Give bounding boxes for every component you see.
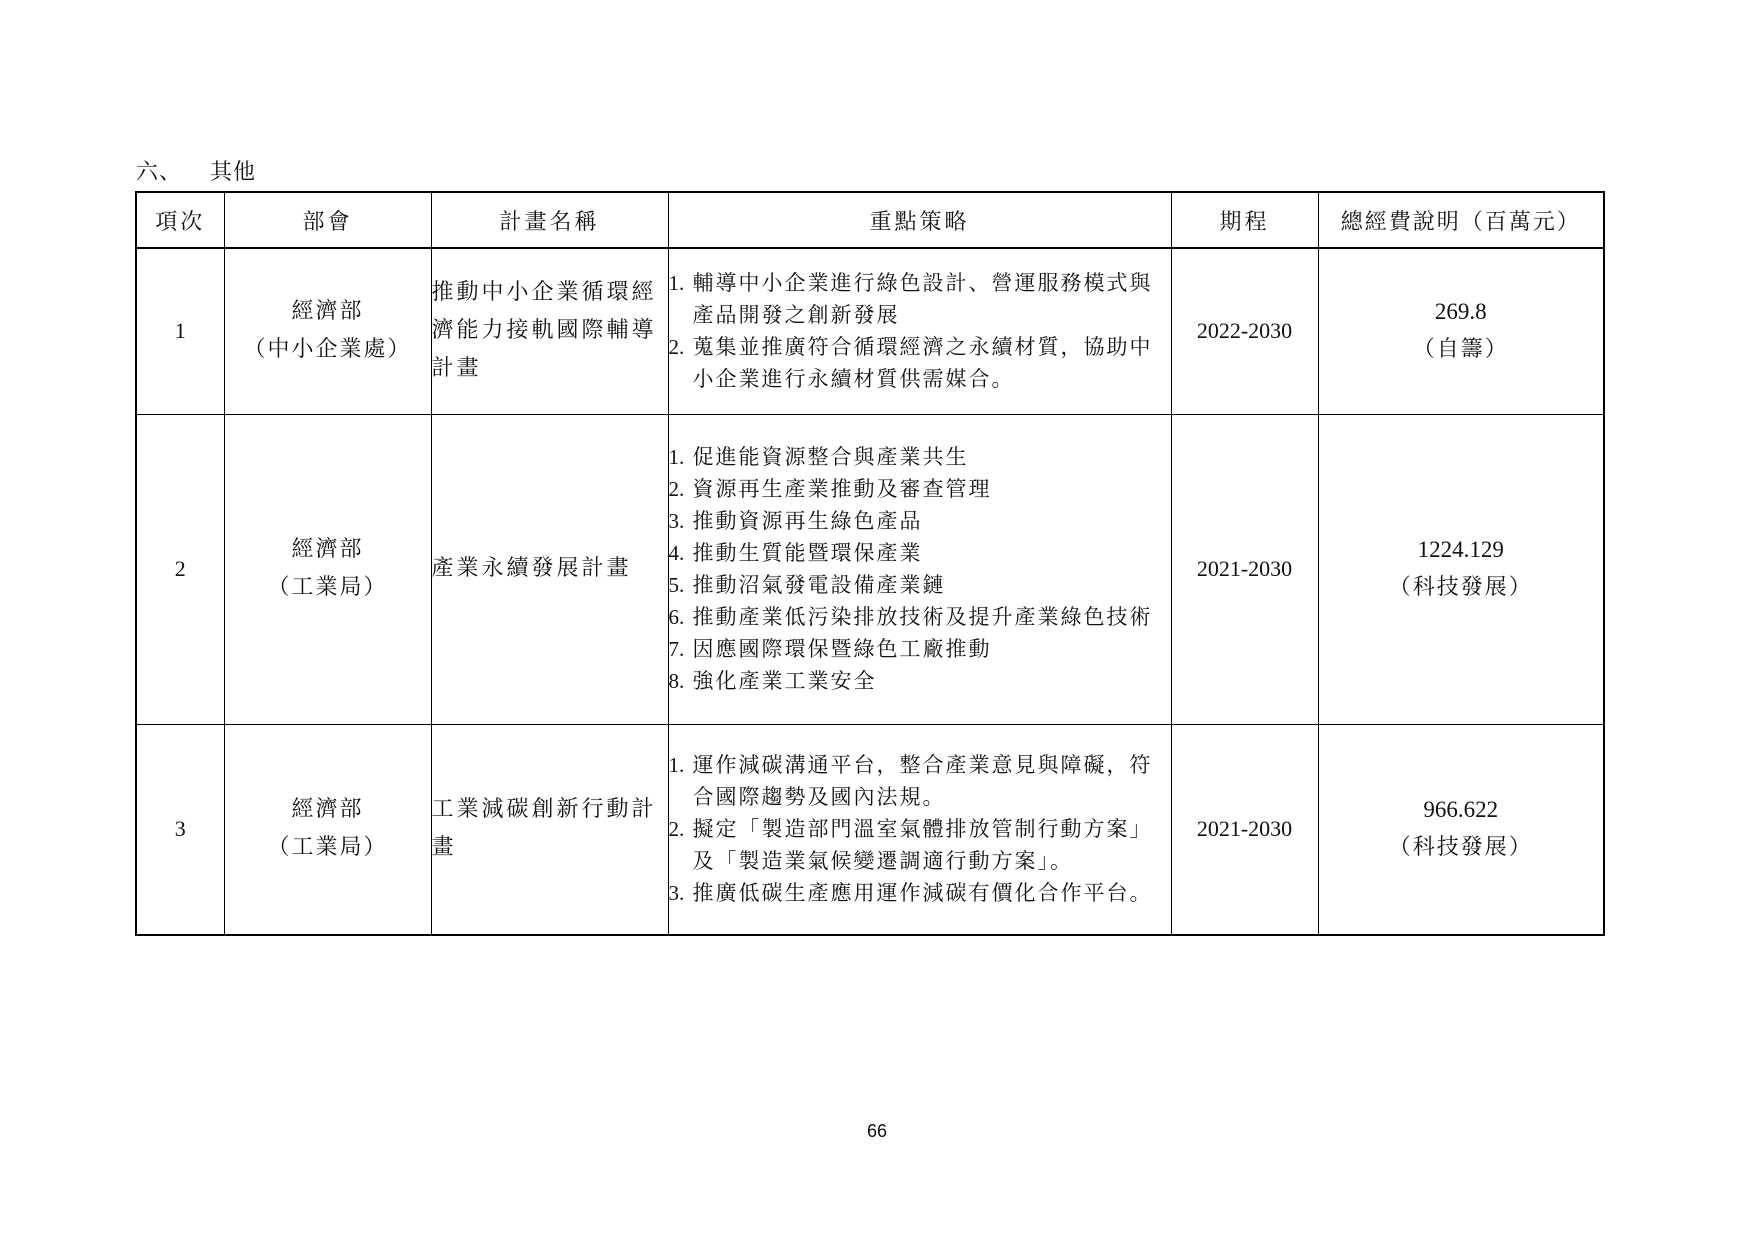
row-plan-name: 工業減碳創新行動計畫 [431, 724, 668, 935]
table-header-row [136, 192, 1604, 248]
row-budget [1318, 724, 1604, 935]
strategy-number: 2. [668, 477, 685, 501]
agency-name: （工業局） [267, 835, 388, 861]
strategy-text: 推動資源再生綠色產品 [692, 509, 923, 533]
strategy-item [669, 749, 1171, 813]
strategy-list [669, 749, 1171, 909]
section-number: 六、 [136, 160, 183, 185]
strategy-text: 推動生質能暨環保產業 [692, 541, 923, 565]
header-budget: 總經費說明（百萬元） [1318, 192, 1604, 248]
strategy-item [669, 441, 1171, 473]
strategy-number: 3. [668, 881, 685, 906]
row-period: 2021-2030 [1171, 414, 1318, 724]
agency-name: （工業局） [267, 575, 388, 600]
department-name: 經濟部 [291, 299, 364, 325]
budget-source: （科技發展） [1388, 835, 1533, 861]
header-index: 項次 [136, 192, 224, 248]
strategy-item [669, 877, 1171, 909]
strategy-text: 輔導中小企業進行綠色設計、營運服務模式與產品開發之創新發展 [692, 271, 1153, 328]
strategy-number: 7. [668, 637, 685, 661]
row-plan-name: 推動中小企業循環經濟能力接軌國際輔導計畫 [431, 248, 668, 414]
strategy-number: 5. [668, 573, 685, 597]
budget-source: （自籌） [1412, 337, 1509, 363]
strategy-item [669, 331, 1171, 395]
row-department [224, 724, 431, 935]
strategy-item [669, 473, 1171, 505]
strategy-number: 2. [668, 817, 685, 842]
strategy-list [669, 267, 1171, 395]
header-strategy: 重點策略 [668, 192, 1171, 248]
agency-name: （中小企業處） [243, 337, 412, 363]
row-department [224, 414, 431, 724]
strategy-number: 1. [668, 445, 685, 469]
row-index: 2 [136, 414, 224, 724]
strategy-text: 資源再生產業推動及審查管理 [692, 477, 992, 501]
budget-amount: 966.622 [1423, 797, 1499, 823]
department-name: 經濟部 [291, 797, 364, 823]
strategy-text: 強化產業工業安全 [692, 669, 877, 693]
table-row [136, 248, 1604, 414]
strategy-item [669, 569, 1171, 601]
strategy-text: 蒐集並推廣符合循環經濟之永續材質，協助中小企業進行永續材質供需媒合。 [692, 335, 1153, 392]
strategy-text: 運作減碳溝通平台，整合產業意見與障礙，符合國際趨勢及國內法規。 [692, 753, 1153, 810]
strategy-item [669, 813, 1171, 877]
strategy-number: 8. [668, 669, 685, 693]
row-budget [1318, 248, 1604, 414]
row-strategies [668, 724, 1171, 935]
department-name: 經濟部 [291, 537, 364, 562]
row-index: 3 [136, 724, 224, 935]
strategy-number: 1. [668, 753, 685, 778]
strategy-text: 推動產業低污染排放技術及提升產業綠色技術 [692, 605, 1153, 629]
budget-source: （科技發展） [1388, 575, 1533, 600]
strategy-number: 1. [668, 271, 685, 296]
strategy-number: 6. [668, 605, 685, 629]
strategy-list [669, 441, 1171, 697]
budget-amount: 1224.129 [1417, 537, 1504, 562]
strategy-number: 4. [668, 541, 685, 565]
strategy-number: 3. [668, 509, 685, 533]
section-title: 其他 [210, 160, 257, 185]
budget-amount: 269.8 [1434, 299, 1487, 325]
strategy-text: 推廣低碳生產應用運作減碳有價化合作平台。 [692, 881, 1153, 906]
table-row [136, 724, 1604, 935]
strategy-text: 因應國際環保暨綠色工廠推動 [692, 637, 992, 661]
page-number: 66 [866, 1121, 888, 1141]
strategy-item [669, 537, 1171, 569]
row-department [224, 248, 431, 414]
strategy-item [669, 505, 1171, 537]
row-plan-name: 產業永續發展計畫 [431, 414, 668, 724]
strategy-text: 擬定「製造部門溫室氣體排放管制行動方案」及「製造業氣候變遷調適行動方案」。 [692, 817, 1153, 874]
row-strategies [668, 414, 1171, 724]
strategy-item [669, 601, 1171, 633]
row-budget [1318, 414, 1604, 724]
row-index: 1 [136, 248, 224, 414]
strategy-item [669, 665, 1171, 697]
strategy-item [669, 267, 1171, 331]
header-period: 期程 [1171, 192, 1318, 248]
header-department: 部會 [224, 192, 431, 248]
row-period: 2022-2030 [1171, 248, 1318, 414]
header-plan-name: 計畫名稱 [431, 192, 668, 248]
plans-table [135, 191, 1605, 936]
row-strategies [668, 248, 1171, 414]
row-period: 2021-2030 [1171, 724, 1318, 935]
strategy-text: 促進能資源整合與產業共生 [692, 445, 969, 469]
table-row [136, 414, 1604, 724]
strategy-number: 2. [668, 335, 685, 360]
strategy-item [669, 633, 1171, 665]
strategy-text: 推動沼氣發電設備產業鏈 [692, 573, 946, 597]
section-heading [136, 155, 256, 186]
